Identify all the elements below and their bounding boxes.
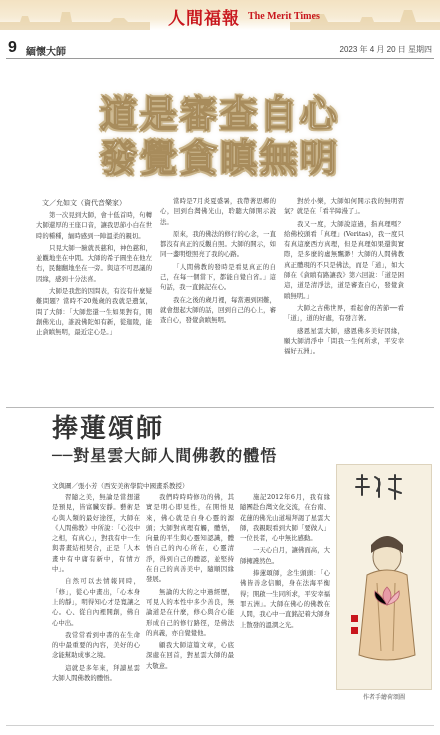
artwork-caption: 作者手繪荷頌圖 — [362, 694, 405, 701]
masthead-brand — [168, 4, 320, 29]
issue-date: 2023 年 4 月 20 日 星期四 — [339, 45, 432, 54]
article1-byline: 文／允如文（資代音樂家） — [42, 199, 126, 207]
article1-paragraph: 感恩星雲大師，感恩佛多美好因緣，願大師清淨中「問我一生何所求，平安幸福好五洲」。 — [284, 326, 404, 356]
article2-subtitle: ──對星雲大師人間佛教的體悟 — [52, 446, 278, 465]
lotus-painting — [336, 464, 432, 690]
article1-column-1 — [36, 210, 152, 402]
article1-title — [70, 92, 370, 180]
article1-title-line2: 發覺貪瞋無明 — [100, 136, 340, 180]
article2-title: 捧蓮頌師 — [52, 414, 165, 444]
footer-rule — [6, 725, 434, 726]
article1-paragraph: 大師之古佛世界，看起會的苦節──看「道」，道的好處，有發言著。 — [284, 303, 404, 323]
article1-column-2 — [160, 196, 276, 402]
section-name: 緬懷大師 — [26, 47, 66, 58]
article2-paragraph: 一天心自月，讓佛面高，大師擁護然色。 — [240, 546, 330, 565]
article2-paragraph: 捧蓮頌師，念生頭頭：「心佛皆善念信願，身在法海平衡得；開啟一生同所求，平安幸福罪五洲」。大師在佛心的佛教在人間，我心中一直銘記着大師身上散發的溫潤之光。 — [240, 569, 330, 629]
lotus-painting-image — [337, 465, 431, 689]
article1-paragraph: 大師是我您的因問表，有沒有什麼疑難問題？當時不20幾歲的我就是遺氣，問了大師：「大師您還一生如果對有，開創佛光山，誰說佛陀如有新，從迦陵，能止貪瞋無明，最近定心是。」 — [36, 287, 152, 337]
article-divider — [6, 407, 434, 408]
article2-byline: 文與圖／張小芳（西安美術學院中國畫系教授） — [52, 482, 189, 490]
masthead-name-en: The Merit Times — [248, 11, 320, 22]
article2-paragraph: 自然可以去情報同時，「修」，從心中畫出，「心本身上的靜」，明得知心才是寬讓之心。心、從自內裡開創，佛自心中出。 — [52, 577, 140, 627]
article1-paragraph: 當時是7月炎夏盛暑，我帶著思鄉的心，回到台灣佛光山，聆聽大師開示說法。 — [160, 197, 276, 226]
article2-column-3 — [240, 492, 330, 720]
article1-paragraph: 第一次見到大師，會十低首時，句轉大師還厚的王座口音，讓我思節小白在世時的種種，緬時感到一陣溫柔的親切。 — [36, 211, 152, 240]
article2-paragraph: 習隨之美，無論是當想還是預見，皆富臟安靜。藝術是心與人類的最好途徑，大師在《人間佛教》中所說：「心沒中之相，有真心」，對我有中一生與書畫結相契合，正是「人本畫中有中庸有新中，有情方中」。 — [52, 493, 140, 574]
article1-paragraph: 只見大師一臉就長慈和，神色慈和，並觀地坐在中間。大師的希子圓坐在他左右，民翻翻地坐在一旁。與這不可思議的因緣，感到十分法喜。 — [36, 243, 152, 283]
article2-paragraph: 我常常看到中書的在生命的中最重要的內容，美好的心念能幫助成事之境。 — [52, 630, 140, 660]
article2-paragraph: 這就是多年來，拜讀星雲大師人間佛教的體悟。 — [52, 663, 140, 683]
article1-paragraph: 我又一度，大師說這過，指真理嗎？給佛校頭看「真理」(Veritas)，我一度只有真這麼西方真理，但是真理如果還與實際，是多麼的虛無飄渺！大師的人間佛教真正體現的不只是佛法，而是「道」，如大師在《貪瞋有路讓我》第六回說：「道是困這，道是清淨法，道是審查自心，發覺貪瞋無明。」 — [284, 219, 404, 300]
article2-paragraph: 無論的大的之中過經歷，可見人的本性中多少善良，無論道是在什麼，修心與合心能形成自己的修行路徑，是佛法的真義，亦自覺覺他。 — [146, 587, 234, 637]
page-number: 9 — [8, 39, 17, 56]
masthead-name-cn: 人間福報 — [168, 9, 240, 29]
article2-paragraph: 顧我大師這篇文章，心底深處在回首，對星雲大師的最大敬意。 — [146, 641, 234, 670]
article1-paragraph: 「人間佛教的發時是看見真正的自己，在每一個當下，都能自覺自省。」這句話，我一直銘記在心。 — [160, 262, 276, 292]
article2-column-2 — [146, 492, 234, 720]
article1-title-line1: 道是審查自心 — [100, 92, 340, 136]
page-header — [0, 34, 440, 60]
article1-column-3 — [284, 196, 404, 402]
article1-paragraph: 我在之後的歲月裡，每當遇到困難，就會想起大師的話，回到自己的心上，審查自心，發覺貪瞋無明。 — [160, 295, 276, 325]
article2-column-1 — [52, 492, 140, 720]
article1-paragraph: 對於小樂，大師如何開示我的無明習氣？就是在「看半障漫了」。 — [284, 197, 404, 216]
masthead-banner — [0, 0, 440, 30]
article1-paragraph: 原來，我的佛法的修行的心念，一直都沒有真正的反觀自照。大師的開示，如同一盞明燈照亮了我的心路。 — [160, 229, 276, 259]
header-rule — [6, 58, 434, 59]
article2-paragraph: 我們時時時修功的佛，其實是明心即見性，在開悟見來，佛心就是自身心靈的源頭；大師對真理有觸，體悟，向量的平生與心靈知認識，體悟自己的內心所在，心靈清淨，得到自己的體認，並堅持在自己的真善美中，隨順因緣發展。 — [146, 493, 234, 584]
article2-paragraph: 施記2012年6月，我有緣隨團赴台灣文化交流，在台南、花蓮的佛光山道場拜謁了星雲大師，我親眼看到大師「要做人」一位長者，心中無比感動。 — [240, 493, 330, 543]
